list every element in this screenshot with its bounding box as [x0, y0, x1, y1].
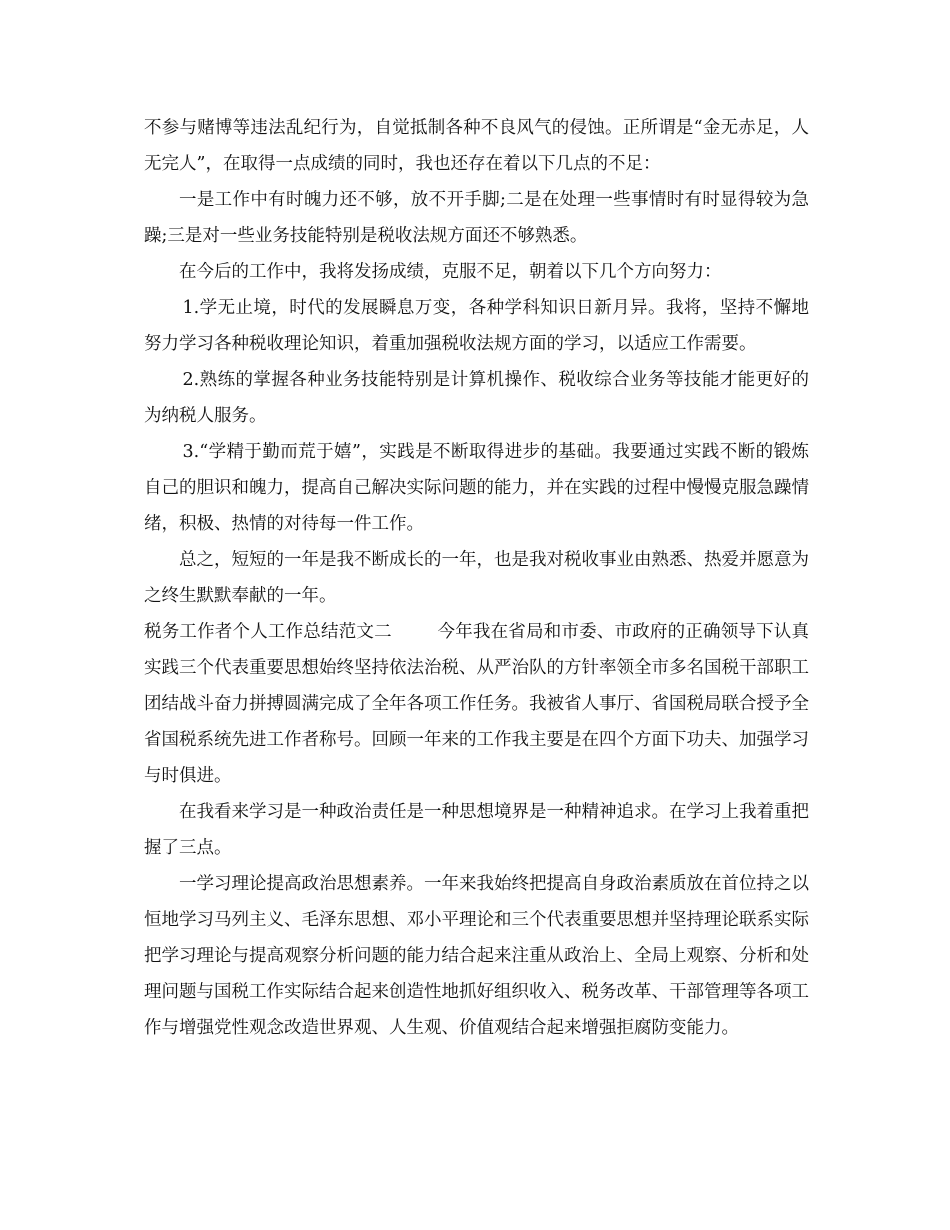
section-title: 税务工作者个人工作总结范文二: [144, 622, 392, 642]
document-page: [144, 110, 809, 1046]
list-item-2: 2.熟练的掌握各种业务技能特别是计算机操作、税收综合业务等技能才能更好的为纳税人服务。: [144, 370, 809, 426]
paragraph-theory: 一学习理论提高政治思想素养。一年来我始终把提高自身政治素质放在首位持之以恒地学习马列主义、毛泽东思想、邓小平理论和三个代表重要思想并坚持理论联系实际把学习理论与提高观察分析问题的能力结合起来注重从政治上、全局上观察、分析和处理问题与国税工作实际结合起来创造性地抓好组织收入、税务改革、干部管理等各项工作与增强党性观念改造世界观、人生观、价值观结合起来增强拒腐防变能力。: [144, 874, 809, 1038]
section-two: [144, 614, 809, 794]
paragraph-continuation: 不参与赌博等违法乱纪行为，自觉抵制各种不良风气的侵蚀。正所谓是“金无赤足，人无完人”，在取得一点成绩的同时，我也还存在着以下几点的不足：: [144, 118, 809, 174]
paragraph-future-direction: 在今后的工作中，我将发扬成绩，克服不足，朝着以下几个方向努力：: [179, 262, 722, 282]
section-intro: 今年我在省局和市委、市政府的正确领导下认真实践三个代表重要思想始终坚持依法治税、从严治队的方针率领全市多名国税干部职工团结战斗奋力拼搏圆满完成了全年各项工作任务。我被省人事厅、省国税局联合授予全省国税系统先进工作者称号。回顾一年来的工作我主要是在四个方面下功夫、加强学习与时俱进。: [144, 622, 810, 786]
list-item-3: 3.“学精于勤而荒于嬉”，实践是不断取得进步的基础。我要通过实践不断的锻炼自己的胆识和魄力，提高自己解决实际问题的能力，并在实践的过程中慢慢克服急躁情绪，积极、热情的对待每一件工作。: [144, 442, 809, 534]
paragraph-shortcomings: 一是工作中有时魄力还不够，放不开手脚;二是在处理一些事情时有时显得较为急躁;三是对一些业务技能特别是税收法规方面还不够熟悉。: [144, 190, 809, 246]
list-item-1: 1.学无止境，时代的发展瞬息万变，各种学科知识日新月异。我将，坚持不懈地努力学习各种税收理论知识，着重加强税收法规方面的学习，以适应工作需要。: [144, 298, 809, 354]
paragraph-conclusion: 总之，短短的一年是我不断成长的一年，也是我对税收事业由熟悉、热爱并愿意为之终生默默奉献的一年。: [144, 550, 809, 606]
paragraph-learning: 在我看来学习是一种政治责任是一种思想境界是一种精神追求。在学习上我着重把握了三点。: [144, 802, 809, 858]
